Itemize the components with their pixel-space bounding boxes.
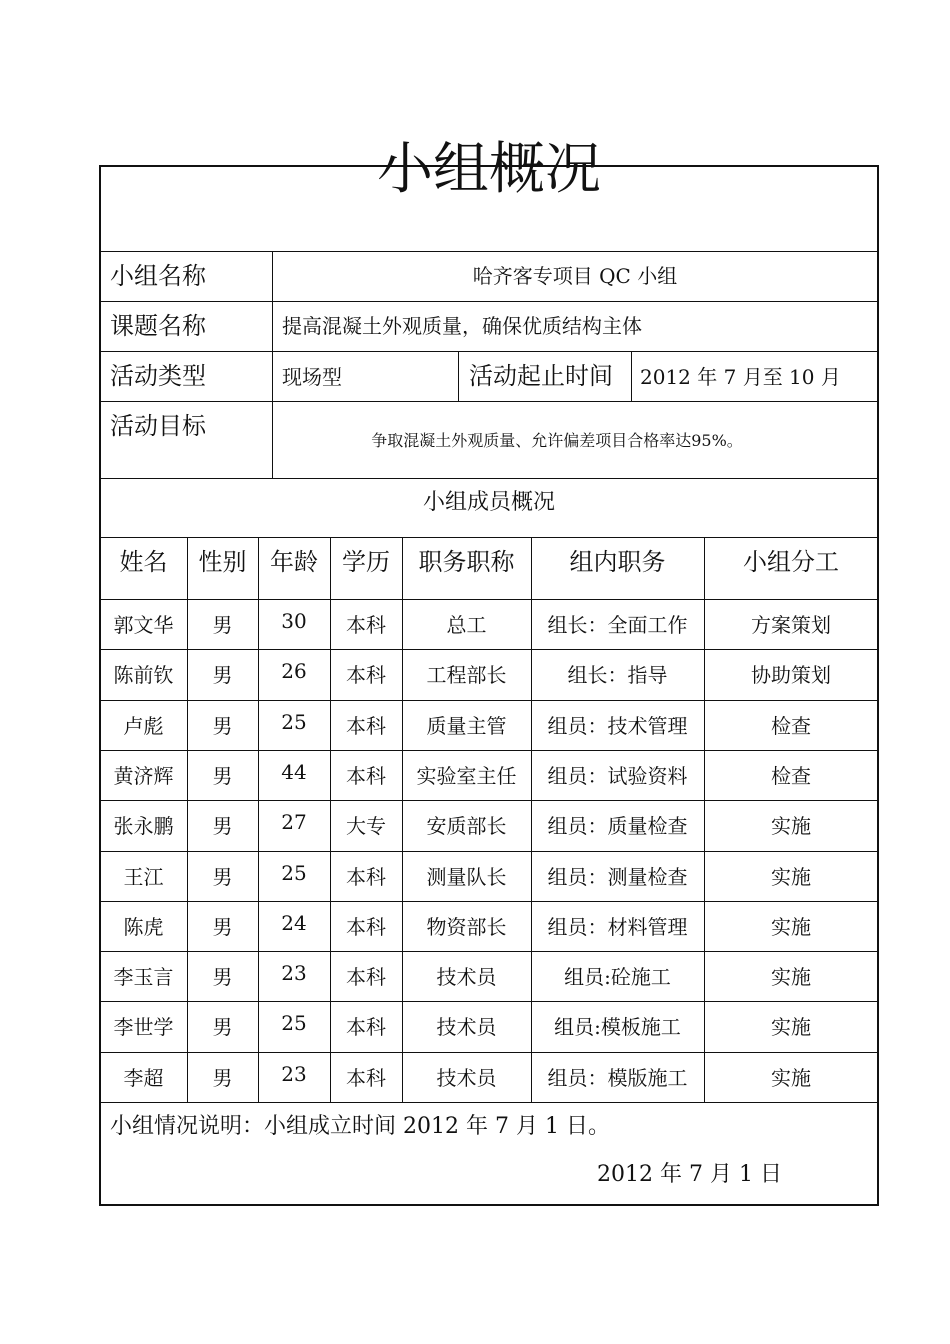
col-divider: [458, 351, 459, 401]
cell-education: 本科: [346, 1015, 386, 1039]
cell-gender: 男: [212, 1066, 233, 1090]
cell-title: 技术员: [436, 1015, 497, 1039]
goal-value: 争取混凝土外观质量、允许偏差项目合格率达95%。: [371, 431, 743, 450]
cell-title: 技术员: [436, 1066, 497, 1090]
cell-education: 本科: [346, 714, 386, 738]
cell-duty: 实施: [771, 1015, 811, 1039]
cell-name: 张永鹏: [113, 814, 174, 838]
cell-age: 24: [281, 911, 307, 935]
col-divider: [631, 351, 632, 401]
cell-age: 23: [281, 961, 307, 985]
row-divider: [100, 851, 878, 852]
cell-gender: 男: [212, 714, 233, 738]
column-header-education: 学历: [342, 548, 390, 576]
cell-title: 总工: [446, 613, 487, 637]
cell-group-role: 组长：全面工作: [547, 613, 688, 637]
row-divider: [100, 351, 878, 352]
cell-gender: 男: [212, 764, 233, 788]
row-divider: [100, 1001, 878, 1002]
cell-age: 23: [281, 1062, 307, 1086]
cell-title: 技术员: [436, 965, 497, 989]
members-section-title: 小组成员概况: [422, 490, 555, 515]
cell-education: 本科: [346, 613, 386, 637]
row-divider: [100, 251, 878, 252]
cell-age: 27: [281, 810, 307, 834]
cell-group-role: 组员：技术管理: [547, 714, 688, 738]
cell-gender: 男: [212, 1015, 233, 1039]
row-divider: [100, 1102, 878, 1103]
cell-title: 实验室主任: [416, 764, 517, 788]
row-divider: [100, 537, 878, 538]
cell-group-role: 组长：指导: [567, 663, 668, 687]
cell-duty: 检查: [771, 764, 811, 788]
cell-age: 26: [281, 659, 307, 683]
cell-education: 本科: [346, 965, 386, 989]
cell-name: 李世学: [113, 1015, 174, 1039]
topic-label: 课题名称: [110, 312, 206, 340]
cell-group-role: 组员：质量检查: [547, 814, 688, 838]
column-header-age: 年龄: [270, 548, 318, 576]
cell-duty: 实施: [771, 1066, 811, 1090]
cell-age: 30: [281, 609, 307, 633]
row-divider: [100, 401, 878, 402]
column-header-duty: 小组分工: [743, 548, 839, 576]
cell-duty: 检查: [771, 714, 811, 738]
cell-duty: 协助策划: [751, 663, 831, 687]
cell-duty: 实施: [771, 965, 811, 989]
column-header-gender: 性别: [198, 548, 247, 576]
cell-education: 本科: [346, 663, 386, 687]
cell-gender: 男: [212, 915, 233, 939]
cell-name: 黄济辉: [113, 764, 174, 788]
row-divider: [100, 1052, 878, 1053]
topic-value: 提高混凝土外观质量，确保优质结构主体: [282, 314, 642, 338]
cell-age: 44: [281, 760, 307, 784]
cell-name: 王江: [123, 865, 164, 889]
cell-gender: 男: [212, 965, 233, 989]
cell-name: 郭文华: [113, 613, 174, 637]
row-divider: [100, 800, 878, 801]
cell-duty: 方案策划: [751, 613, 831, 637]
cell-group-role: 组员：模版施工: [547, 1066, 688, 1090]
group-name-label: 小组名称: [110, 262, 206, 290]
cell-group-role: 组员:砼施工: [564, 965, 671, 989]
cell-education: 大专: [346, 814, 386, 838]
cell-group-role: 组员：材料管理: [547, 915, 688, 939]
cell-group-role: 组员：试验资料: [547, 764, 688, 788]
cell-age: 25: [281, 710, 307, 734]
cell-gender: 男: [212, 865, 233, 889]
footer-date: 2012 年 7 月 1 日: [597, 1162, 782, 1187]
period-label: 活动起止时间: [469, 362, 613, 390]
row-divider: [100, 599, 878, 600]
page-title: 小组概况: [377, 137, 601, 202]
cell-education: 本科: [346, 915, 386, 939]
group-name-value: 哈齐客专项目 QC 小组: [472, 264, 678, 288]
cell-group-role: 组员:模板施工: [554, 1015, 681, 1039]
cell-title: 物资部长: [426, 915, 507, 939]
cell-education: 本科: [346, 1066, 386, 1090]
cell-name: 陈虎: [123, 915, 164, 939]
row-divider: [100, 649, 878, 650]
row-divider: [100, 750, 878, 751]
cell-gender: 男: [212, 613, 233, 637]
cell-title: 工程部长: [426, 663, 507, 687]
row-divider: [100, 901, 878, 902]
cell-education: 本科: [346, 764, 386, 788]
column-header-name: 姓名: [119, 548, 168, 576]
cell-gender: 男: [212, 814, 233, 838]
cell-name: 李玉言: [113, 965, 174, 989]
cell-title: 质量主管: [426, 714, 507, 738]
cell-duty: 实施: [771, 814, 811, 838]
cell-name: 李超: [123, 1066, 164, 1090]
type-label: 活动类型: [110, 362, 206, 390]
goal-label: 活动目标: [110, 412, 206, 440]
cell-gender: 男: [212, 663, 233, 687]
column-header-title: 职务职称: [418, 548, 515, 576]
cell-group-role: 组员：测量检查: [547, 865, 688, 889]
type-value: 现场型: [282, 365, 342, 389]
row-divider: [100, 951, 878, 952]
cell-name: 陈前钦: [113, 663, 174, 687]
footer-note: 小组情况说明：小组成立时间 2012 年 7 月 1 日。: [110, 1114, 610, 1139]
cell-duty: 实施: [771, 915, 811, 939]
period-value: 2012 年 7 月至 10 月: [640, 365, 841, 389]
column-header-group-role: 组内职务: [569, 548, 666, 576]
row-divider: [100, 301, 878, 302]
cell-name: 卢彪: [123, 714, 164, 738]
row-divider: [100, 700, 878, 701]
cell-age: 25: [281, 861, 307, 885]
cell-title: 安质部长: [426, 814, 507, 838]
cell-duty: 实施: [771, 865, 811, 889]
cell-education: 本科: [346, 865, 386, 889]
row-divider: [100, 478, 878, 479]
cell-title: 测量队长: [426, 865, 507, 889]
cell-age: 25: [281, 1011, 307, 1035]
